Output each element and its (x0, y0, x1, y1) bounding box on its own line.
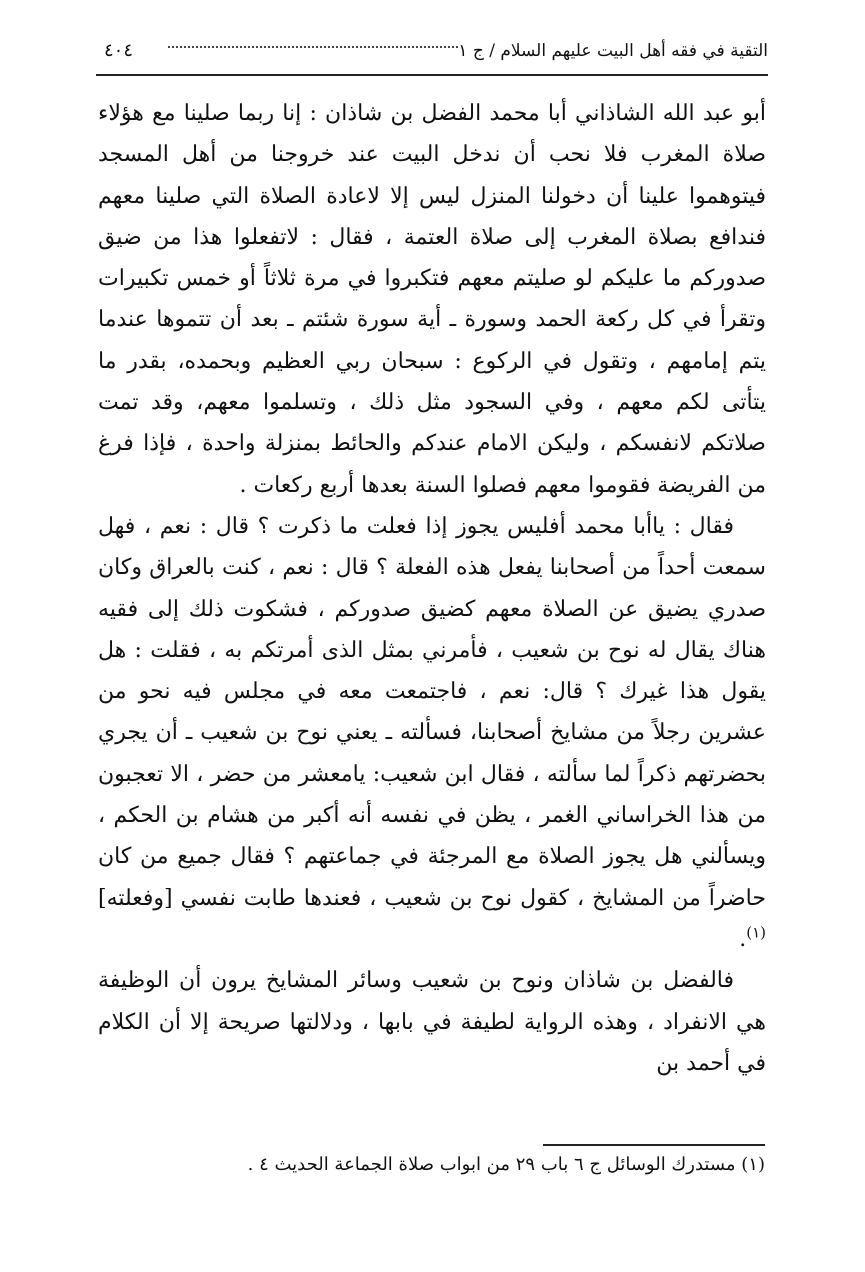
footnote: (١) مستدرك الوسائل ج ٦ باب ٢٩ من ابواب صلاة الجماعة الحديث ٤ . (247, 1154, 765, 1175)
paragraph-3: فالفضل بن شاذان ونوح بن شعيب وسائر المشايخ يرون أن الوظيفة هي الانفراد ، وهذه الرواية لطيفة في بابها ، ودلالتها صريحة إلا أن الكلام في أحمد بن (98, 968, 766, 1076)
header-title: التقية في فقه أهل البيت عليهم السلام / ج ١ (458, 41, 768, 61)
paragraph-2-text: فقال : ياأبا محمد أفليس يجوز إذا فعلت ما ذكرت ؟ قال : نعم ، فهل سمعت أحداً من أصحابنا يفعل هذه الفعلة ؟ قال : نعم ، كنت بالعراق وكان صدري يضيق عن الصلاة معهم كضيق صدوركم ، فشكوت ذلك إلى فقيه هناك يقال له نوح بن شعيب ، فأمرني بمثل الذى أمرتكم به ، فقلت : هل يقول هذا غيرك ؟ قال: نعم ، فاجتمعت معه في مجلس فيه نحو من عشرين رجلاً من مشايخ أصحابنا، فسألته ـ يعني نوح بن شعيب ـ أن يجري بحضرتهم ذكراً لما سألته ، فقال ابن شعيب: يامعشر من حضر ، الا تعجبون من هذا الخراساني الغمر ، يظن في نفسه أنه أكبر من هشام بن الحكم ، ويسألني هل يجوز الصلاة مع المرجئة في جماعتهم ؟ فقال جميع من كان حاضراً من المشايخ ، كقول نوح بن شعيب ، فعندها طابت نفسي [وفعلته] (98, 513, 767, 911)
footnote-separator (543, 1144, 765, 1146)
page-number: ٤٠٤ (104, 40, 134, 61)
running-header (96, 34, 768, 76)
paragraph-2: فقال : ياأبا محمد أفليس يجوز إذا فعلت ما ذكرت ؟ قال : نعم ، فهل سمعت أحداً من أصحابنا يفعل هذه الفعلة ؟ قال : نعم ، كنت بالعراق وكان صدري يضيق عن الصلاة معهم كضيق صدوركم ، فشكوت ذلك إلى فقيه هناك يقال له نوح بن شعيب ، فأمرني بمثل الذى أمرتكم به ، فقلت : هل يقول هذا غيرك ؟ قال: نعم ، فاجتمعت معه في مجلس فيه نحو من عشرين رجلاً من مشايخ أصحابنا، فسألته ـ يعني نوح بن شعيب ـ أن يجري بحضرتهم ذكراً لما سألته ، فقال ابن شعيب: يامعشر من حضر ، الا تعجبون من هذا الخراساني الغمر ، يظن في نفسه أنه أكبر من هشام بن الحكم ، ويسألني هل يجوز الصلاة مع المرجئة في جماعتهم ؟ فقال جميع من كان حاضراً من المشايخ ، كقول نوح بن شعيب ، فعندها طابت نفسي [وفعلته]$^{(١)}$. (98, 513, 767, 952)
paragraph-1: أبو عبد الله الشاذاني أبا محمد الفضل بن شاذان : إنا ربما صلينا مع هؤلاء صلاة المغرب فلا نحب أن ندخل البيت عند خروجنا من أهل المسجد فيتوهموا علينا أن دخولنا المنزل ليس إلا لاعادة الصلاة التي صلينا معهم فندافع بصلاة المغرب إلى صلاة العتمة ، فقال : لاتفعلوا هذا من ضيق صدوركم ما عليكم لو صليتم معهم فتكبروا في مرة ثلاثاً أو خمس تكبيرات وتقرأ في كل ركعة الحمد وسورة ـ أية سورة شئتم ـ بعد أن تتموها عندما يتم إمامهم ، وتقول في الركوع : سبحان ربي العظيم وبحمده، بقدر ما يتأتى لكم معهم ، وفي السجود مثل ذلك ، وتسلموا معهم، وقد تمت صلاتكم لانفسكم ، وليكن الامام عندكم والحائط بمنزلة واحدة ، فإذا فرغ من الفريضة فقوموا معهم فصلوا السنة بعدها أربع ركعات . (98, 101, 766, 498)
footnote-reference: (١) (746, 923, 766, 942)
header-leader-dots (168, 46, 458, 48)
main-text (98, 93, 766, 1084)
